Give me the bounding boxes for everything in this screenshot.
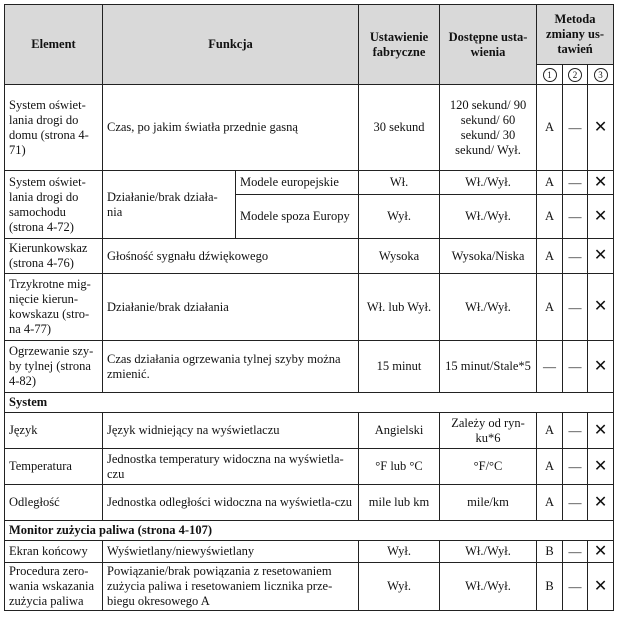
header-row bbox=[5, 5, 614, 65]
cell-method-1: A bbox=[537, 274, 563, 341]
cell-available: Wł./Wył. bbox=[440, 171, 537, 195]
cell-element: System oświet-lania drogi do samochodu (strona 4-72) bbox=[5, 171, 103, 239]
cell-function: Jednostka temperatury widoczna na wyświetla-czu bbox=[103, 449, 359, 485]
cell-available: 15 minut/Stale*5 bbox=[440, 341, 537, 393]
cell-element: Procedura zero-wania wskazania zużycia paliwa bbox=[5, 563, 103, 611]
cell-method-3: ✕ bbox=[588, 274, 614, 341]
header-function: Funkcja bbox=[103, 5, 359, 85]
cell-factory: Wył. bbox=[359, 541, 440, 563]
cell-method-2: — bbox=[563, 239, 588, 274]
cell-function: Głośność sygnału dźwiękowego bbox=[103, 239, 359, 274]
method-col-3 bbox=[588, 65, 614, 85]
cell-function: Język widniejący na wyświetlaczu bbox=[103, 413, 359, 449]
cell-model: Modele spoza Europy bbox=[236, 195, 359, 239]
cell-method-2: — bbox=[563, 171, 588, 195]
cell-element: Temperatura bbox=[5, 449, 103, 485]
cell-method-3: ✕ bbox=[588, 195, 614, 239]
cell-function: Wyświetlany/niewyświetlany bbox=[103, 541, 359, 563]
cell-method-3: ✕ bbox=[588, 485, 614, 521]
cell-method-2: — bbox=[563, 541, 588, 563]
cell-function: Działanie/brak działania bbox=[103, 274, 359, 341]
cell-available: Zależy od ryn-ku*6 bbox=[440, 413, 537, 449]
cell-method-1: A bbox=[537, 85, 563, 171]
cell-available: Wł./Wył. bbox=[440, 274, 537, 341]
cell-element: System oświet-lania drogi do domu (strona 4-71) bbox=[5, 85, 103, 171]
cell-factory: Angielski bbox=[359, 413, 440, 449]
cell-factory: Wył. bbox=[359, 563, 440, 611]
cell-method-3: ✕ bbox=[588, 171, 614, 195]
cell-method-3: ✕ bbox=[588, 85, 614, 171]
cell-method-2: — bbox=[563, 485, 588, 521]
settings-table-container bbox=[4, 4, 614, 611]
cell-method-2: — bbox=[563, 413, 588, 449]
cell-available: Wysoka/Niska bbox=[440, 239, 537, 274]
cell-available: mile/km bbox=[440, 485, 537, 521]
cell-method-1: — bbox=[537, 341, 563, 393]
method-col-1 bbox=[537, 65, 563, 85]
section-row-system bbox=[5, 393, 614, 413]
table-row bbox=[5, 449, 614, 485]
cell-element: Ekran końcowy bbox=[5, 541, 103, 563]
cell-method-3: ✕ bbox=[588, 239, 614, 274]
cell-factory: Wysoka bbox=[359, 239, 440, 274]
cell-method-1: A bbox=[537, 413, 563, 449]
cell-element: Odległość bbox=[5, 485, 103, 521]
cell-function: Działanie/brak działa-nia bbox=[103, 171, 236, 239]
cell-method-1: A bbox=[537, 171, 563, 195]
cell-method-3: ✕ bbox=[588, 541, 614, 563]
header-factory: Ustawienie fabryczne bbox=[359, 5, 440, 85]
cell-method-2: — bbox=[563, 195, 588, 239]
cell-method-2: — bbox=[563, 449, 588, 485]
circled-number-3: 3 bbox=[594, 68, 608, 82]
cell-element: Ogrzewanie szy-by tylnej (strona 4-82) bbox=[5, 341, 103, 393]
cell-model: Modele europejskie bbox=[236, 171, 359, 195]
cell-factory: °F lub °C bbox=[359, 449, 440, 485]
cell-method-3: ✕ bbox=[588, 413, 614, 449]
section-row-fuel-monitor bbox=[5, 521, 614, 541]
cell-available: Wł./Wył. bbox=[440, 563, 537, 611]
header-element: Element bbox=[5, 5, 103, 85]
cell-method-2: — bbox=[563, 85, 588, 171]
cell-method-1: B bbox=[537, 563, 563, 611]
cell-method-1: B bbox=[537, 541, 563, 563]
cell-element: Język bbox=[5, 413, 103, 449]
table-row bbox=[5, 563, 614, 611]
table-row bbox=[5, 171, 614, 195]
cell-factory: 30 sekund bbox=[359, 85, 440, 171]
cell-method-2: — bbox=[563, 563, 588, 611]
cell-method-1: A bbox=[537, 195, 563, 239]
table-row bbox=[5, 485, 614, 521]
header-method: Metoda zmiany us-tawień bbox=[537, 5, 614, 65]
cell-element: Kierunkowskaz (strona 4-76) bbox=[5, 239, 103, 274]
cell-method-3: ✕ bbox=[588, 341, 614, 393]
cell-available: Wł./Wył. bbox=[440, 541, 537, 563]
cell-factory: Wył. bbox=[359, 195, 440, 239]
table-row bbox=[5, 274, 614, 341]
method-col-2 bbox=[563, 65, 588, 85]
cell-available: 120 sekund/ 90 sekund/ 60 sekund/ 30 sekund/ Wył. bbox=[440, 85, 537, 171]
cell-method-1: A bbox=[537, 449, 563, 485]
cell-method-3: ✕ bbox=[588, 449, 614, 485]
cell-function: Czas działania ogrzewania tylnej szyby można zmienić. bbox=[103, 341, 359, 393]
cell-available: Wł./Wył. bbox=[440, 195, 537, 239]
section-title-system: System bbox=[5, 393, 614, 413]
cell-method-1: A bbox=[537, 239, 563, 274]
cell-method-3: ✕ bbox=[588, 563, 614, 611]
settings-table bbox=[4, 4, 614, 611]
header-available: Dostępne usta-wienia bbox=[440, 5, 537, 85]
cell-element: Trzykrotne mig-nięcie kierun-kowskazu (stro-na 4-77) bbox=[5, 274, 103, 341]
cell-factory: mile lub km bbox=[359, 485, 440, 521]
cell-function: Powiązanie/brak powiązania z resetowaniem zużycia paliwa i resetowaniem licznika prze-biegu okresowego A bbox=[103, 563, 359, 611]
cell-factory: Wł. bbox=[359, 171, 440, 195]
circled-number-2: 2 bbox=[568, 68, 582, 82]
cell-available: °F/°C bbox=[440, 449, 537, 485]
cell-method-1: A bbox=[537, 485, 563, 521]
table-row bbox=[5, 413, 614, 449]
cell-function: Czas, po jakim światła przednie gasną bbox=[103, 85, 359, 171]
circled-number-1: 1 bbox=[543, 68, 557, 82]
cell-factory: Wł. lub Wył. bbox=[359, 274, 440, 341]
cell-function: Jednostka odległości widoczna na wyświetla-czu bbox=[103, 485, 359, 521]
table-row bbox=[5, 239, 614, 274]
table-row bbox=[5, 85, 614, 171]
section-title-fuel-monitor: Monitor zużycia paliwa (strona 4-107) bbox=[5, 521, 614, 541]
cell-factory: 15 minut bbox=[359, 341, 440, 393]
table-row bbox=[5, 541, 614, 563]
table-row bbox=[5, 341, 614, 393]
cell-method-2: — bbox=[563, 341, 588, 393]
cell-method-2: — bbox=[563, 274, 588, 341]
